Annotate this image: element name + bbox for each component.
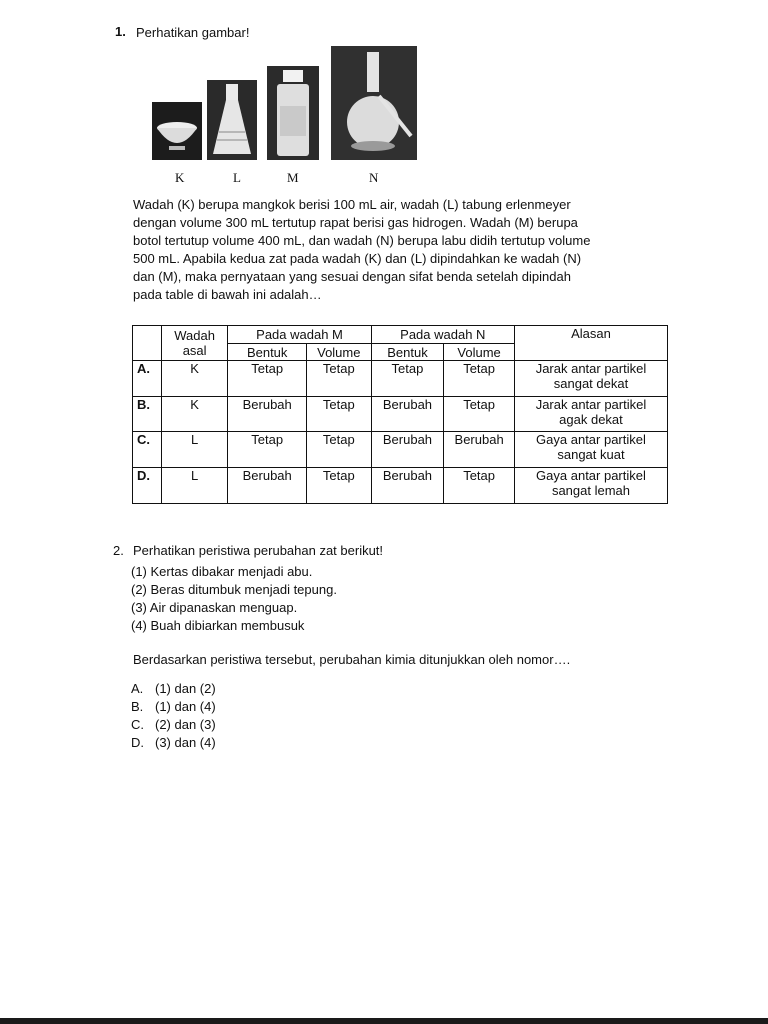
row-m-volume: Tetap	[306, 468, 371, 504]
row-m-bentuk: Tetap	[228, 432, 307, 468]
table-header-row	[133, 326, 668, 344]
image-label-l: L	[233, 170, 241, 185]
row-alasan	[514, 361, 667, 397]
header-volume-m: Volume	[306, 344, 371, 361]
q1-paragraph	[133, 196, 678, 304]
row-m-volume: Tetap	[306, 432, 371, 468]
row-m-volume: Tetap	[306, 397, 371, 432]
paragraph-line: botol tertutup volume 400 mL, dan wadah (N) berupa labu didih tertutup volume	[133, 233, 591, 248]
table-row	[133, 361, 668, 397]
option-letter: C.	[131, 717, 144, 732]
row-alasan	[514, 397, 667, 432]
image-label-n: N	[369, 170, 379, 185]
row-asal: L	[161, 468, 228, 504]
header-alasan: Alasan	[514, 326, 667, 361]
row-m-bentuk: Berubah	[228, 468, 307, 504]
paragraph-line: pada table di bawah ini adalah…	[133, 287, 322, 302]
row-n-volume: Berubah	[444, 432, 515, 468]
alasan-line: agak dekat	[559, 412, 623, 427]
list-item: (4) Buah dibiarkan membusuk	[131, 618, 305, 633]
option-letter: D.	[131, 735, 144, 750]
list-item: (2) Beras ditumbuk menjadi tepung.	[131, 582, 337, 597]
list-item: (1) Kertas dibakar menjadi abu.	[131, 564, 313, 579]
row-alasan	[514, 468, 667, 504]
row-n-bentuk: Berubah	[371, 432, 444, 468]
table-row	[133, 397, 668, 432]
q2-options	[131, 680, 216, 752]
alasan-line: Jarak antar partikel	[535, 397, 647, 412]
header-pada-wadah-n: Pada wadah N	[371, 326, 514, 344]
header-cell: asal	[182, 343, 207, 358]
q2-number: 2.	[113, 543, 124, 558]
image-label-m: M	[287, 170, 299, 185]
alasan-line: sangat lemah	[551, 483, 630, 498]
image-label-k: K	[175, 170, 185, 185]
q2-items	[131, 563, 337, 635]
row-option: A.	[133, 361, 162, 397]
q2-question: Berdasarkan peristiwa tersebut, perubahan kimia ditunjukkan oleh nomor….	[133, 652, 571, 667]
erlenmeyer-flask-image	[207, 80, 257, 160]
header-blank	[133, 326, 162, 361]
option-b	[131, 698, 216, 716]
row-m-bentuk: Tetap	[228, 361, 307, 397]
row-n-bentuk: Berubah	[371, 468, 444, 504]
header-wadah-asal	[161, 326, 228, 361]
header-bentuk-m: Bentuk	[228, 344, 307, 361]
row-n-volume: Tetap	[444, 361, 515, 397]
table-row	[133, 468, 668, 504]
option-text: (2) dan (3)	[155, 717, 216, 732]
option-text: (1) dan (4)	[155, 699, 216, 714]
bowl-image	[152, 102, 202, 160]
paragraph-line: Wadah (K) berupa mangkok berisi 100 mL air, wadah (L) tabung erlenmeyer	[133, 197, 571, 212]
alasan-line: Jarak antar partikel	[535, 361, 647, 376]
option-d	[131, 734, 216, 752]
row-n-bentuk: Tetap	[371, 361, 444, 397]
q2-prompt: Perhatikan peristiwa perubahan zat berikut!	[133, 543, 384, 558]
bottle-image	[267, 66, 319, 160]
q1-number: 1.	[115, 24, 126, 39]
answer-table	[132, 325, 668, 504]
option-a	[131, 680, 216, 698]
row-n-volume: Tetap	[444, 468, 515, 504]
option-letter: B.	[131, 699, 144, 714]
alasan-line: sangat kuat	[557, 447, 625, 462]
paragraph-line: dengan volume 300 mL tertutup rapat berisi gas hidrogen. Wadah (M) berupa	[133, 215, 578, 230]
row-option: D.	[133, 468, 162, 504]
paragraph-line: 500 mL. Apabila kedua zat pada wadah (K) dan (L) dipindahkan ke wadah (N)	[133, 251, 582, 266]
row-asal: L	[161, 432, 228, 468]
row-m-volume: Tetap	[306, 361, 371, 397]
row-m-bentuk: Berubah	[228, 397, 307, 432]
row-option: B.	[133, 397, 162, 432]
bottom-border	[0, 1018, 768, 1024]
row-option: C.	[133, 432, 162, 468]
row-alasan	[514, 432, 667, 468]
table-row	[133, 432, 668, 468]
q1-prompt: Perhatikan gambar!	[136, 25, 250, 40]
row-n-bentuk: Berubah	[371, 397, 444, 432]
header-volume-n: Volume	[444, 344, 515, 361]
option-text: (3) dan (4)	[155, 735, 216, 750]
row-asal: K	[161, 361, 228, 397]
list-item: (3) Air dipanaskan menguap.	[131, 600, 298, 615]
alasan-line: sangat dekat	[553, 376, 629, 391]
alasan-line: Gaya antar partikel	[536, 432, 646, 447]
header-cell: Wadah	[174, 328, 215, 343]
header-pada-wadah-m: Pada wadah M	[228, 326, 371, 344]
paragraph-line: dan (M), maka pernyataan yang sesuai dengan sifat benda setelah dipindah	[133, 269, 571, 284]
option-letter: A.	[131, 681, 144, 696]
container-images	[150, 44, 420, 162]
distillation-flask-image	[331, 46, 417, 160]
option-c	[131, 716, 216, 734]
row-n-volume: Tetap	[444, 397, 515, 432]
header-bentuk-n: Bentuk	[371, 344, 444, 361]
row-asal: K	[161, 397, 228, 432]
option-text: (1) dan (2)	[155, 681, 216, 696]
alasan-line: Gaya antar partikel	[536, 468, 646, 483]
